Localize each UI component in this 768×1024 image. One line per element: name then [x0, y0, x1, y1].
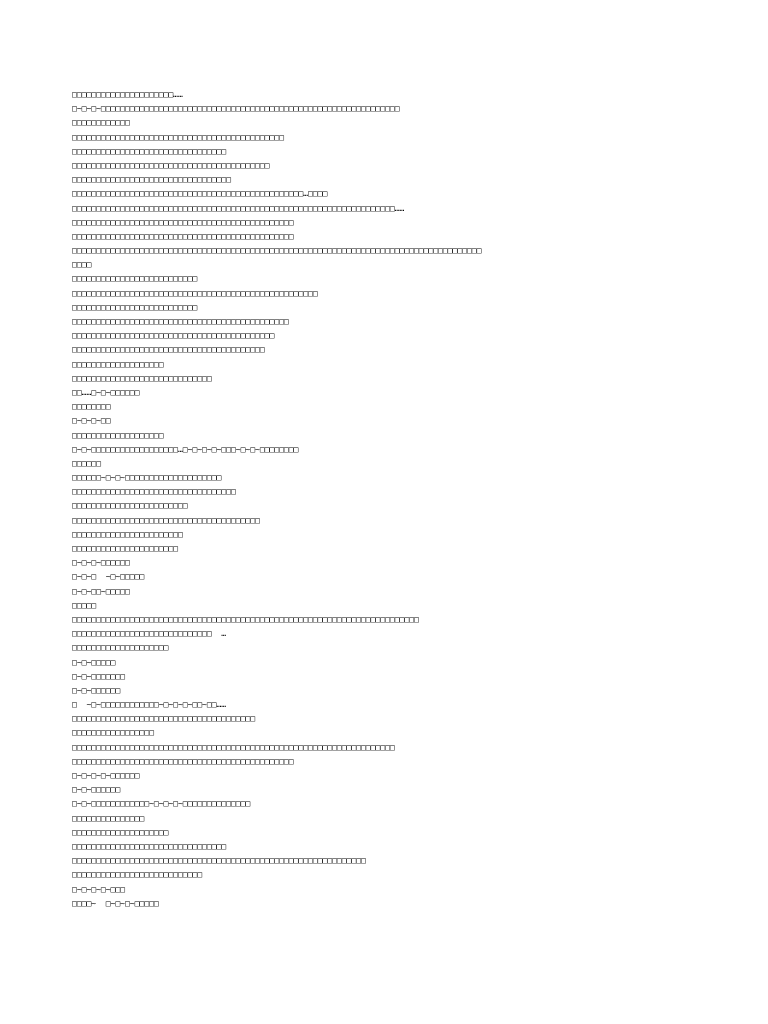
text-line: □□□□□□□□□□□□□□□□□□□□□□□□□□□□□□□□□□□□□□ [72, 714, 256, 724]
text-line: □□□□□□□□□□□□□□□□□□□ [72, 359, 164, 369]
text-line: □□□□□□□□□□□□□□□□□□□□□□□□□□□□□□□□□□□□□□□□ [72, 345, 265, 355]
text-line: □□□□□□□□□□□□□□□□□□□□ [72, 827, 169, 837]
text-line: □□□□□□□□□□□□□□□□□□□□□□□□□□□□□□□□□□□□□□□ [72, 515, 260, 525]
text-line: □□□□□□□□□□□□□□□□□□□□□□□□□□□□□□□□□□□□□□□□□□□□□□ [72, 756, 294, 766]
text-line: □□□□□□□□□□□□□□□□□□□□□□□□□□□□□□□□□□□□□□□□□□□□□□□□□□□□□□□□□□□□□□□□□□□…… [72, 203, 405, 213]
text-line: □□□□~ □~□~□~□□□□□ [72, 898, 159, 908]
text-line: □~□~□~□□□□□□ [72, 558, 130, 568]
text-line: □~□~□□□□□□□□□□□□~□~□~□~□□□□□□□□□□□□□□ [72, 799, 251, 809]
text-line: □□□□□□□□□□□□□□□□□□□□□□□□□□□□□□□□ [72, 146, 227, 156]
text-line: □□□□□□□□□□□□□□□□□□□□□□□□□□□□□□□□ [72, 841, 227, 851]
text-line: □□□□□□□□□□□□□□□□□□□□□□□□□□□□□□□□□□□□□□□□□□□□□□□□□□□□□□□□□□□□□□□□□□□□□□□□ [72, 614, 419, 624]
text-line: □□□□□□□□□□□□□□□□□□□□□□□□□□□□□□□□□ [72, 175, 231, 185]
text-line: □□□□□□□□□□□□ [72, 118, 130, 128]
text-line: □□□□□□□□ [72, 402, 111, 412]
text-line: □□□□□□□□□□□□□□□□□□□□□□□□□□□□□ … [72, 629, 227, 639]
text-line: □□□□□□□□□□□□□□□□□□□□□□□ [72, 529, 183, 539]
text-line: □□□□□□□□□□□□□□□□□□□□□□□□□□□□□□□□□□□□□□□□□□□□□□□□□□□□□□□□□□□□□ [72, 856, 366, 866]
text-line: □□□□□□□□□□□□□□□□□ [72, 728, 154, 738]
text-line: □□□□□□□□□□□□□□□□□□□□□□□□□□□□□□□□□□□□□□□□□□ [72, 331, 275, 341]
text-line: □□□□□ [72, 600, 97, 610]
document-page [72, 88, 712, 911]
text-line: □□□□□□□□□□□□□□□□□□□ [72, 430, 164, 440]
text-line: □□□□□□□□□□□□□□□□□□□□□□□□□□□□□□□□□□□□□□□□□□□□□□ [72, 217, 294, 227]
text-line: □□□□□□□□□□□□□□□□□□□□□□□□□□□□□□□□□□□□□□□□□□□□ [72, 132, 284, 142]
text-line: □□□□□□□□□□□□□□□□□□□□□□□□□□□□□□□□□□□□□□□□□□□□□ [72, 317, 289, 326]
text-line: □~□~□ ~□~□□□□□ [72, 572, 145, 582]
text-line: □□□□□□ [72, 458, 101, 468]
text-line: □□□□□□□□□□□□□□□□□□□□□□□□□□□□□ [72, 373, 212, 383]
text-line: □ ~□~□□□□□□□□□□□□~□~□~□~□□~□□…… [72, 700, 227, 710]
text-line: □□□□□□□□□□□□□□□□□□□□□□□□ [72, 501, 188, 511]
text-line: □~□~□□□□□□ [72, 685, 121, 695]
text-line: □□□□□□□□□□□□□□□□□□□□□□□□□□□□□□□□□□□□□□□□□□□□□□□□…□□□□ [72, 189, 328, 199]
text-line: □~□~□~□~□□□ [72, 884, 125, 894]
text-line: □□□□□□□□□□□□□□□□□□□□□□□□□□□□□□□□□□□□□□□□□ [72, 160, 270, 170]
text-line: □□□□□□□□□□□□□□□□□□□□□□□□□□□□□□□□□□□□□□□□□□□□□□□□□□□ [72, 288, 318, 298]
text-line: □□□□□□□□□□□□□□□□□□□□□□ [72, 544, 178, 553]
text-line: □□□□□□□□□□□□□□□□□□□□□□□□□□□□□□□□□□□□□□□□□□□□□□□□□□□□□□□□□□□□□□□□□□□□□□□□□□□□□□□□□□□□□ [72, 246, 482, 256]
text-line: □□□□□□□□□□□□□□□□□□□□□□□□□□□ [72, 870, 203, 880]
text-line: □□□□□□□□□□□□□□□□□□□□□□□□□□□□□□□□□□□□□□□□□□□□□□□□□□□□□□□□□□□□□□□□□□□ [72, 742, 395, 752]
text-line: □~□~□□□□□□ [72, 785, 121, 795]
text-line: □~□~□□~□□□□□ [72, 586, 130, 596]
text-line: □~□~□□□□□□□□□□□□□□□□□□…□~□~□~□~□□□~□~□~□□□□□□□□ [72, 444, 299, 454]
text-line: □□□□□□□□□□□□□□□□□□□□□□□□□□ [72, 302, 198, 312]
text-line: □□□□□□□□□□□□□□□□□□□□□…… [72, 90, 183, 99]
text-line: □~□~□□□□□ [72, 657, 116, 667]
text-line: □~□~□~□□□□□□□□□□□□□□□□□□□□□□□□□□□□□□□□□□□□□□□□□□□□□□□□□□□□□□□□□□□□□□ [72, 104, 400, 114]
text-line: □~□~□□□□□□□ [72, 671, 125, 681]
text-line: □□□□□□□□□□□□□□□□□□□□□□□□□□□□□□□□□□□□□□□□□□□□□□ [72, 231, 294, 241]
text-line: □~□~□~□□ [72, 416, 111, 426]
text-line: □□□□ [72, 260, 92, 270]
text-line: □~□~□~□~□□□□□□ [72, 771, 140, 780]
text-line: □□……□~□~□□□□□□ [72, 387, 140, 397]
text-line: □□□□□□□□□□□□□□□□□□□□□□□□□□□□□□□□□□ [72, 487, 236, 497]
text-line: □□□□□□□□□□□□□□□ [72, 813, 145, 823]
text-line: □□□□□□□□□□□□□□□□□□□□ [72, 643, 169, 653]
text-line: □□□□□□~□~□~□□□□□□□□□□□□□□□□□□□□ [72, 473, 222, 483]
text-line: □□□□□□□□□□□□□□□□□□□□□□□□□□ [72, 274, 198, 284]
